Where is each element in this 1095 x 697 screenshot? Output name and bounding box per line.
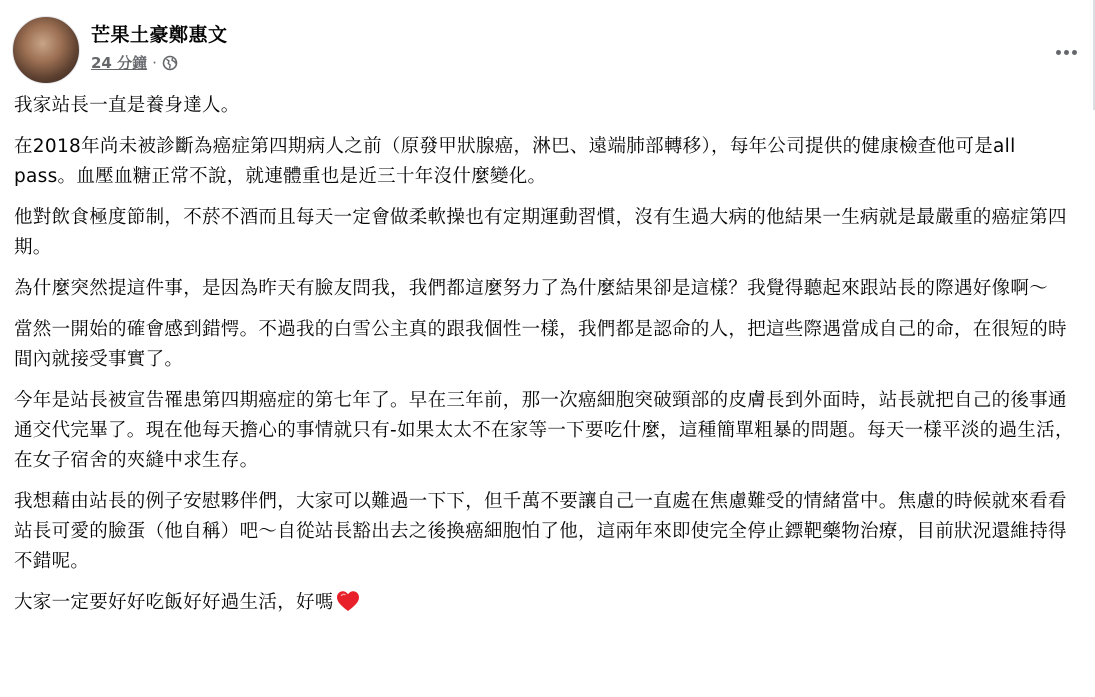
more-options-icon (1056, 50, 1061, 55)
post-meta (91, 52, 178, 73)
closing-text: 大家一定要好好吃飯好好過生活，好嗎 (14, 592, 334, 613)
post-header (12, 14, 1082, 84)
meta-separator: · (152, 53, 157, 72)
heart-icon (336, 590, 360, 612)
more-options-button[interactable] (1048, 34, 1084, 70)
post-paragraph: 在2018年尚未被診斷為癌症第四期病人之前（原發甲狀腺癌，淋巴、遠端肺部轉移），每年公司提供的健康檢查他可是all pass。血壓血糖正常不說，就連體重也是近三十年沒什麼變化。 (14, 136, 1016, 187)
avatar[interactable] (12, 16, 80, 84)
timestamp-link[interactable]: 24 分鐘 (91, 54, 148, 72)
post-closing (14, 588, 1084, 618)
post-body (14, 91, 1084, 629)
author-name[interactable]: 芒果土豪鄭惠文 (91, 24, 228, 46)
post-paragraph: 今年是站長被宣告罹患第四期癌症的第七年了。早在三年前，那一次癌細胞突破頸部的皮膚長到外面時，站長就把自己的後事通通交代完畢了。現在他每天擔心的事情就只有-如果太太不在家等一下要吃什麼，這種簡單粗暴的問題。每天一樣平淡的過生活，在女子宿舍的夾縫中求生存。 (14, 390, 1074, 471)
globe-icon (162, 55, 178, 71)
post-paragraph: 我想藉由站長的例子安慰夥伴們，大家可以難過一下下，但千萬不要讓自己一直處在焦慮難受的情緒當中。焦慮的時候就來看看站長可愛的臉蛋（他自稱）吧～自從站長豁出去之後換癌細胞怕了他，這兩年來即使完全停止鏢靶藥物治療，目前狀況還維持得不錯呢。 (14, 491, 1067, 572)
post-paragraph: 當然一開始的確會感到錯愕。不過我的白雪公主真的跟我個性一樣，我們都是認命的人，把這些際遇當成自己的命，在很短的時間內就接受事實了。 (14, 319, 1067, 370)
post-paragraph: 我家站長一直是養身達人。 (14, 95, 240, 116)
post-paragraph: 他對飲食極度節制，不菸不酒而且每天一定會做柔軟操也有定期運動習慣，沒有生過大病的他結果一生病就是最嚴重的癌症第四期。 (14, 207, 1067, 258)
post-paragraph: 為什麼突然提這件事，是因為昨天有臉友問我，我們都這麼努力了為什麼結果卻是這樣？我覺得聽起來跟站長的際遇好像啊～ (14, 278, 1049, 299)
